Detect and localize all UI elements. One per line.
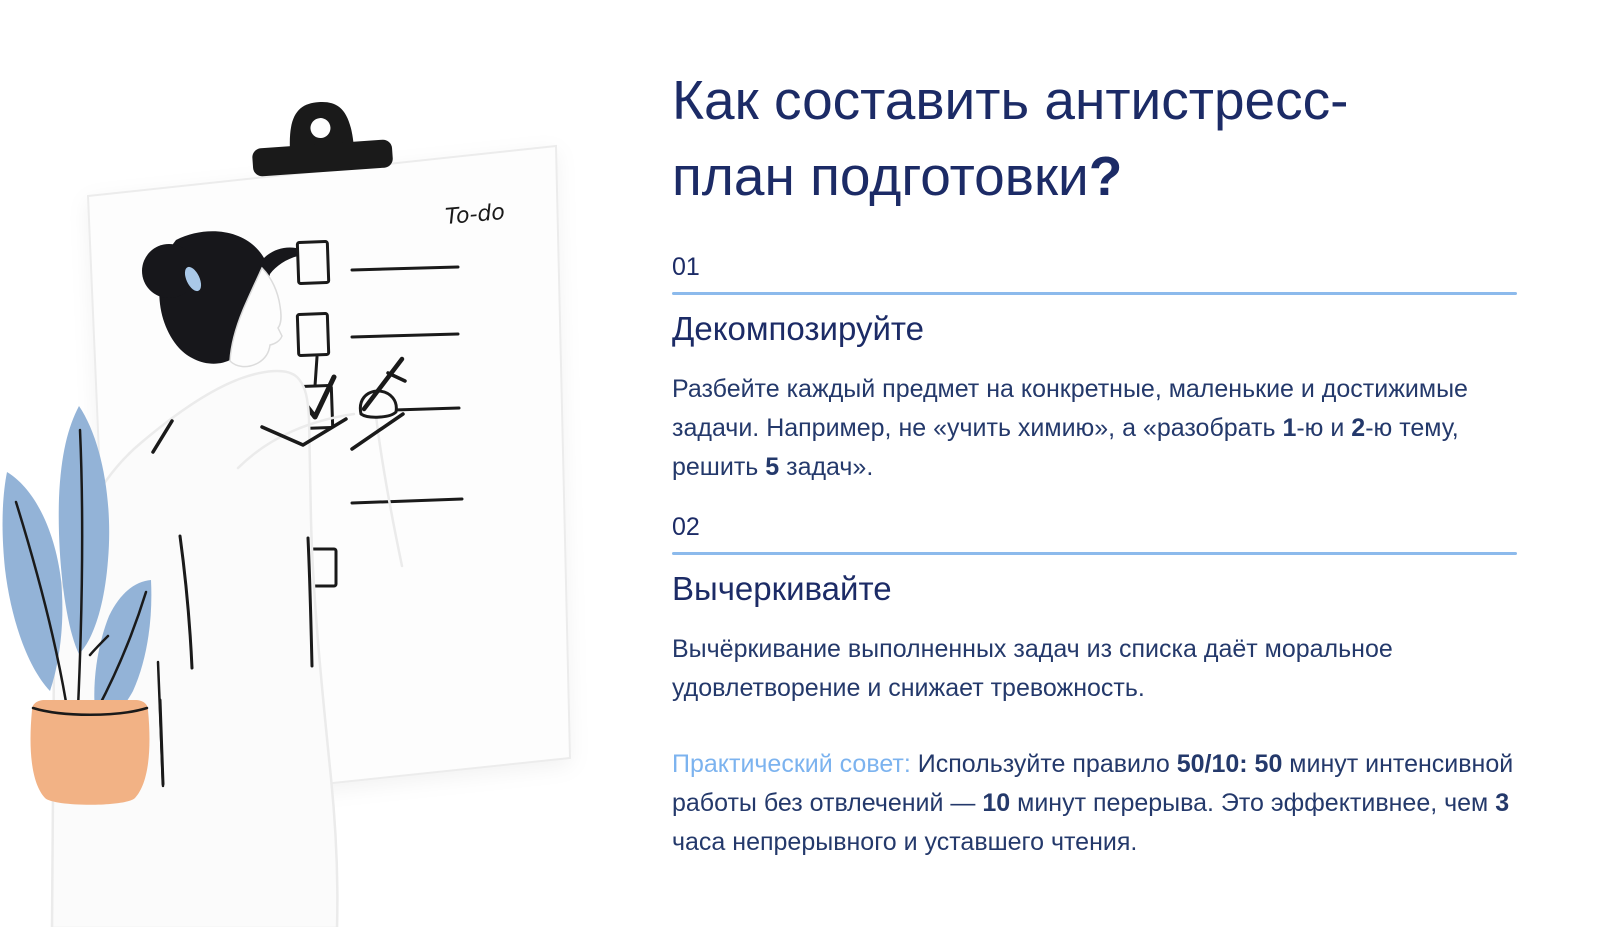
section-heading: Вычеркивайте xyxy=(672,570,892,607)
todo-illustration xyxy=(0,0,620,927)
section-body: Разбейте каждый предмет на конкретные, маленькие и достижимые задачи. Например, не «учить химию», а «разобрать 1-ю и 2-ю тему, решить 5 задач». xyxy=(672,375,1468,481)
checklist-line-3 xyxy=(394,408,459,410)
section-cross-out xyxy=(672,515,1517,708)
page-title xyxy=(672,62,1517,214)
title-line-1: Как составить антистресс- xyxy=(672,69,1349,131)
neck-line xyxy=(315,357,317,386)
content-panel xyxy=(672,0,1517,862)
clipboard-clip-icon xyxy=(249,97,394,177)
section-number: 02 xyxy=(672,513,700,541)
plant-leaf-2 xyxy=(3,472,63,691)
practical-tip: Практический совет: Используйте правило 50/10: 50 минут интенсивной работы без отвлечений — 10 минут перерыва. Это эффективнее, чем 3 часа непрерывного и уставшего чтения. xyxy=(672,750,1514,856)
section-decompose xyxy=(672,255,1517,487)
todo-label: To-do xyxy=(444,199,506,230)
section-divider xyxy=(672,552,1517,555)
section-heading: Декомпозируйте xyxy=(672,310,924,347)
section-body: Вычёркивание выполненных задач из списка даёт моральное удовлетворение и снижает тревожность. xyxy=(672,635,1393,702)
title-line-2: план подготовки? xyxy=(672,145,1123,207)
section-divider xyxy=(672,292,1517,295)
section-number: 01 xyxy=(672,253,700,281)
